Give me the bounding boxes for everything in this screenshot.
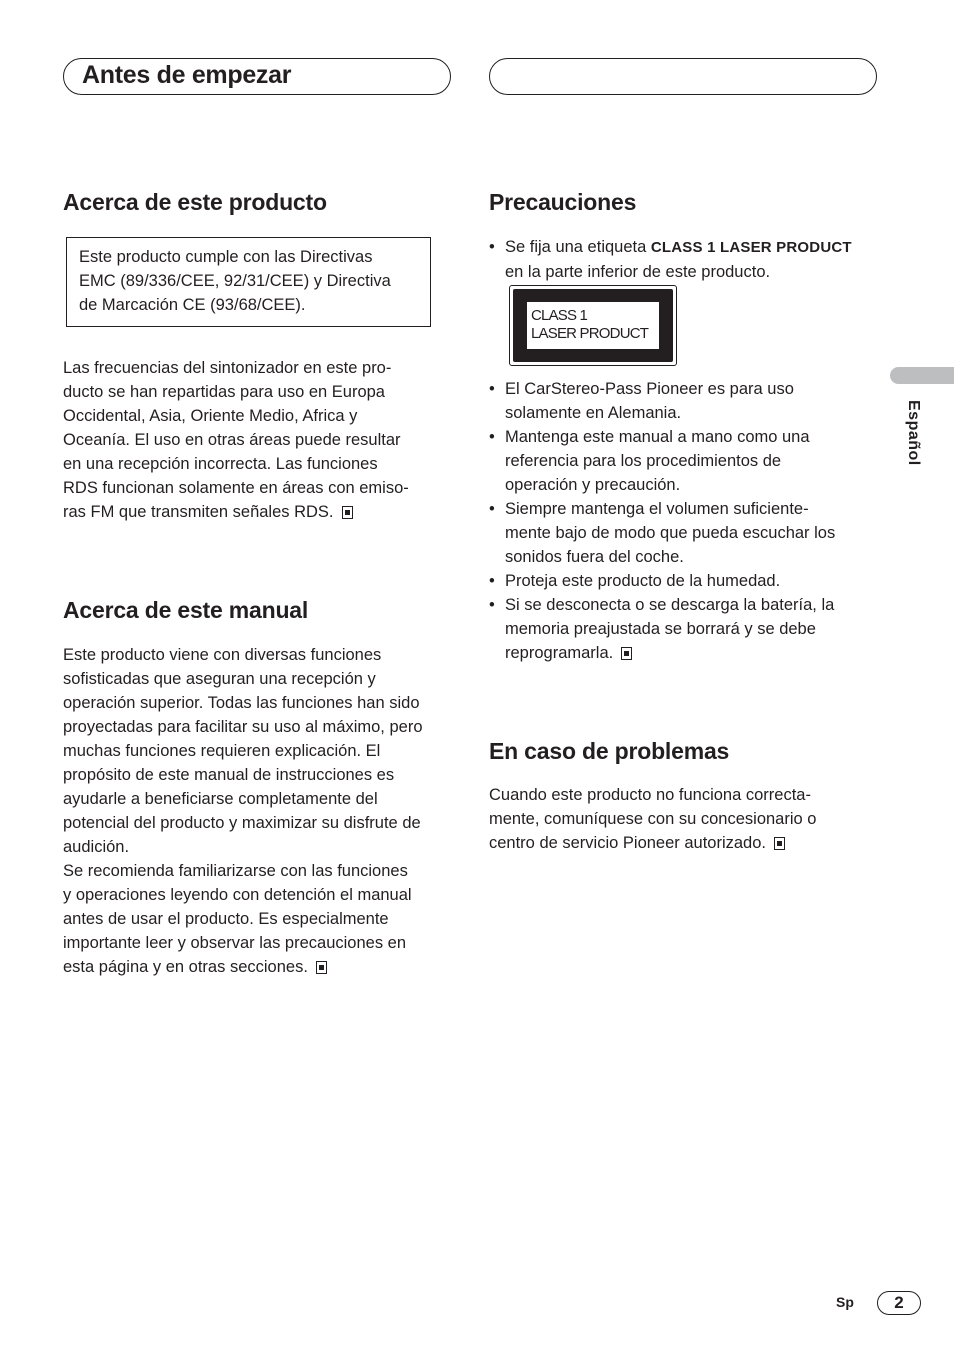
compliance-line-2: EMC (89/336/CEE, 92/31/CEE) y Directiva [79,272,391,290]
precauciones-bullet-block [489,377,879,665]
text-line: centro de servicio Pioneer autorizado. [489,834,766,852]
text-line: reprogramarla. [505,644,614,662]
text-line: importante leer y observar las precauciones en [63,934,407,952]
section-heading-precauciones: Precauciones [489,189,637,215]
list-item [489,235,879,284]
manual-paragraph [63,643,451,979]
text-line: Se recomienda familiarizarse con las funciones [63,862,408,880]
text-line: Occidental, Asia, Oriente Medio, Africa y [63,407,358,425]
precauciones-first-bullet-block [489,235,879,284]
text-line: mente bajo de modo que pueda escuchar los [505,524,836,542]
header-empty-box [489,58,877,95]
text-line: en la parte inferior de este producto. [505,263,771,281]
text-line: antes de usar el producto. Es especialmente [63,910,389,928]
text-line: mente, comuníquese con su concesionario o [489,810,817,828]
text-line: Si se desconecta o se descarga la batería, la [505,596,835,614]
text-line: y operaciones leyendo con detención el manual [63,886,412,904]
header-title-box [63,58,451,95]
footer-language-code: Sp [836,1294,854,1310]
section-heading-manual: Acerca de este manual [63,597,309,623]
manual-paragraph-block [63,643,451,979]
producto-paragraph [63,356,451,524]
text-line: en una recepción incorrecta. Las funciones [63,455,378,473]
language-tab-label: Español [905,400,922,466]
section-heading-producto: Acerca de este producto [63,189,327,215]
laser-product-label-text: CLASS 1 LASER PRODUCT [650,239,852,256]
text-line: potencial del producto y maximizar su disfrute de [63,814,421,832]
class1-laser-product-label [509,285,677,366]
laser-label-line-2: LASER PRODUCT [531,325,649,342]
text-line: operación y precaución. [505,476,681,494]
text-line: ducto se han repartidas para uso en Europa [63,383,385,401]
text-line: muchas funciones requieren explicación. El [63,742,381,760]
list-item [489,377,879,425]
problemas-paragraph-block [489,783,879,855]
text-line: Proteja este producto de la humedad. [505,572,781,590]
text-line: referencia para los procedimientos de [505,452,782,470]
page-title: Antes de empezar [82,61,292,89]
precauciones-first-list [489,235,879,284]
section-heading-problemas: En caso de problemas [489,738,730,764]
text-line: sofisticadas que aseguran una recepción y [63,670,376,688]
text-line: audición. [63,838,130,856]
end-of-section-icon [774,837,785,850]
text-line: ayudarle a beneficiarse completamente del [63,790,378,808]
text-line: RDS funcionan solamente en áreas con emiso- [63,479,409,497]
text-line: solamente en Alemania. [505,404,682,422]
text-line: Cuando este producto no funciona correcta- [489,786,811,804]
compliance-notice-box [66,237,431,327]
text-line: El CarStereo-Pass Pioneer es para uso [505,380,794,398]
text-line: Oceanía. El uso en otras áreas puede resultar [63,431,401,449]
list-item [489,425,879,497]
text-line: esta página y en otras secciones. [63,958,308,976]
compliance-notice-text [79,245,420,317]
text-line: Siempre mantenga el volumen suficiente- [505,500,809,518]
text-line: proyectadas para facilitar su uso al máximo, pero [63,718,423,736]
producto-paragraph-block [63,356,451,524]
precauciones-list [489,377,879,665]
text-line: Las frecuencias del sintonizador en este pro- [63,359,392,377]
laser-label-panel [527,302,659,349]
end-of-section-icon [621,647,632,660]
text-line: memoria preajustada se borrará y se debe [505,620,816,638]
compliance-line-3: de Marcación CE (93/68/CEE). [79,296,306,314]
end-of-section-icon [342,506,353,519]
text-line: sonidos fuera del coche. [505,548,684,566]
page-number: 2 [877,1291,921,1315]
list-item [489,497,879,569]
list-item [489,569,879,593]
language-tab-marker [890,367,954,384]
text-line: ras FM que transmiten señales RDS. [63,503,334,521]
text-line: Este producto viene con diversas funciones [63,646,382,664]
text-line: propósito de este manual de instrucciones es [63,766,395,784]
laser-label-line-1: CLASS 1 [531,307,588,324]
laser-label-frame [513,289,673,362]
end-of-section-icon [316,961,327,974]
compliance-line-1: Este producto cumple con las Directivas [79,248,373,266]
text-line: Mantenga este manual a mano como una [505,428,810,446]
problemas-paragraph [489,783,879,855]
text-line: operación superior. Todas las funciones han sido [63,694,420,712]
list-item [489,593,879,665]
text-line: Se fija una etiqueta [505,238,651,256]
